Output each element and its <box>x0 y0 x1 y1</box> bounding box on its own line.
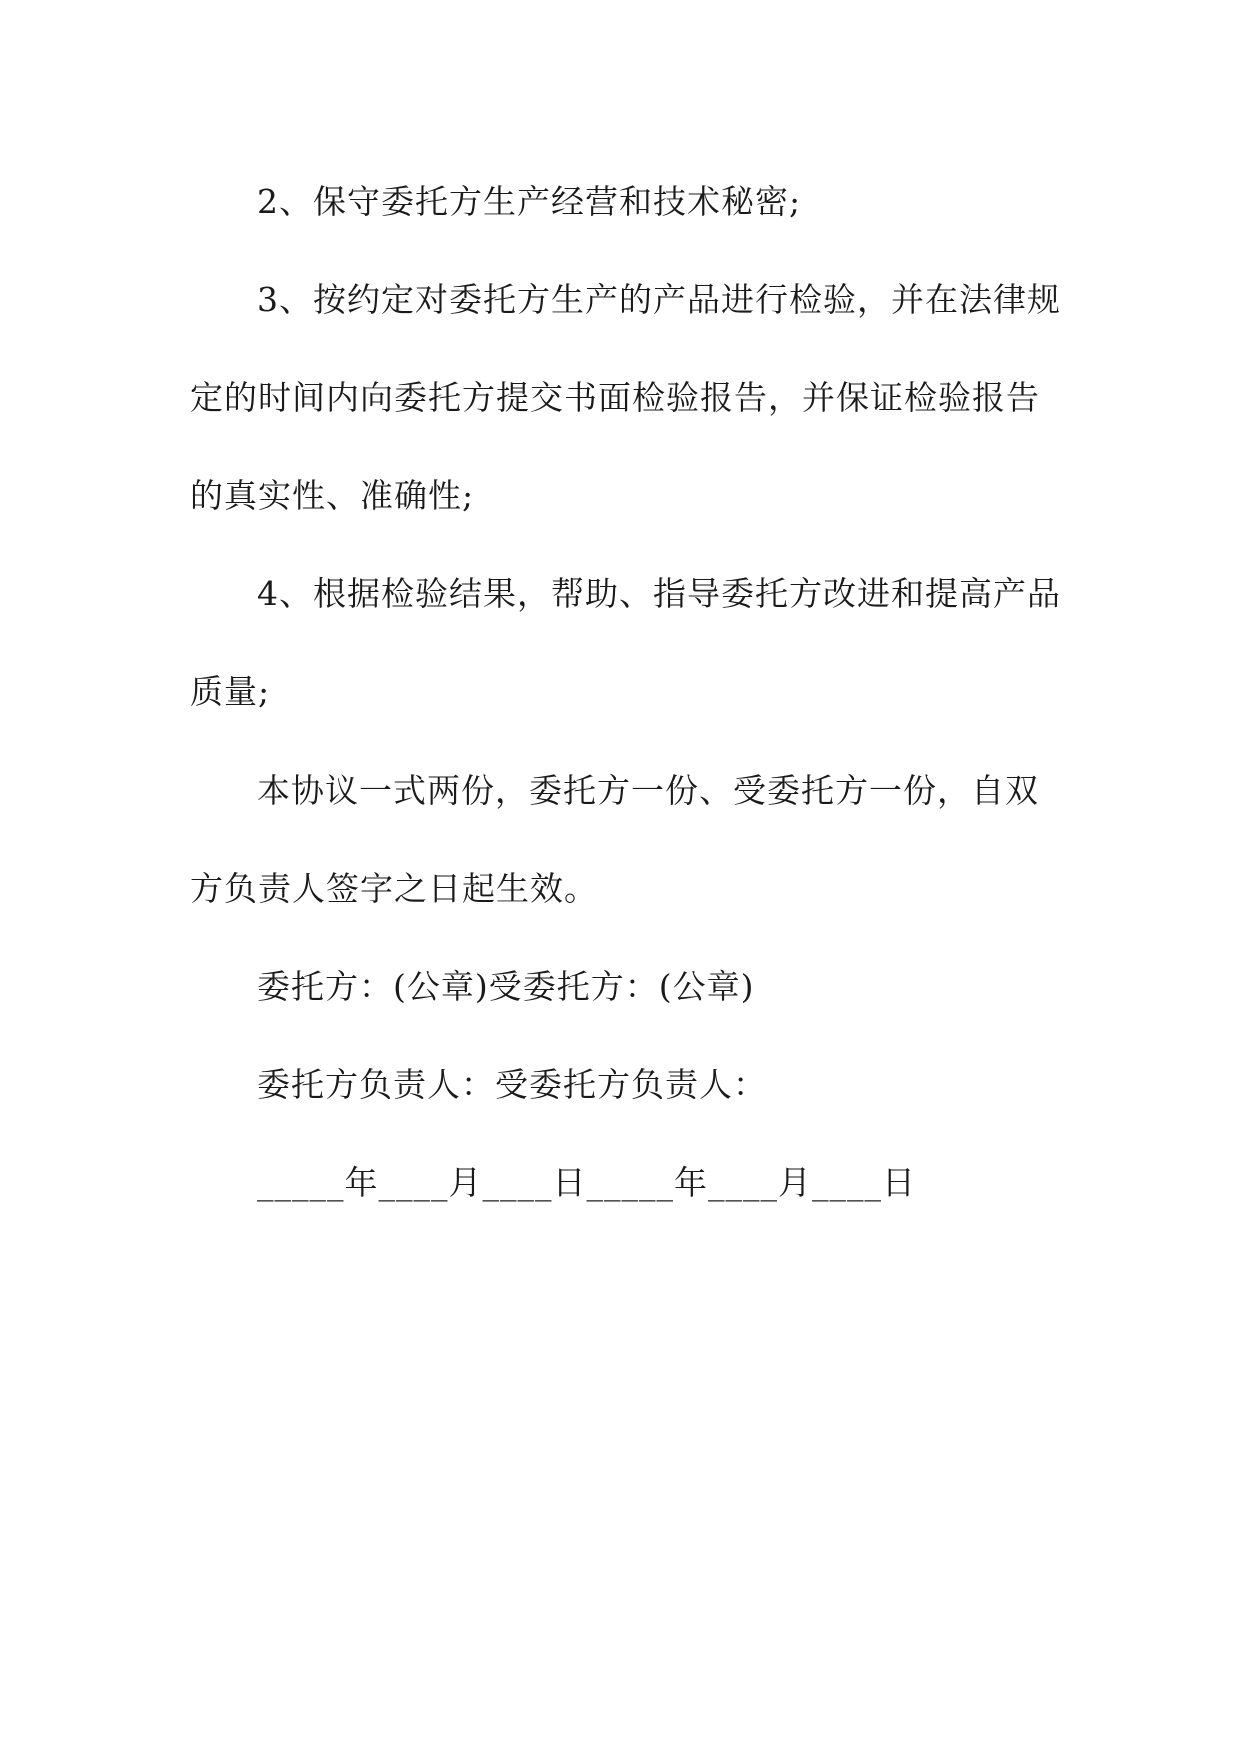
representative-line: 委托方负责人：受委托方负责人： <box>257 1065 767 1104</box>
clause-3-line-1: 3、按约定对委托方生产的产品进行检验，并在法律规 <box>257 280 1061 319</box>
clause-4-line-1: 4、根据检验结果，帮助、指导委托方改进和提高产品 <box>257 574 1061 613</box>
clause-2-line: 2、保守委托方生产经营和技术秘密; <box>257 182 802 221</box>
clause-4-line-2: 质量; <box>190 672 271 711</box>
clause-3-line-3: 的真实性、准确性; <box>190 476 475 515</box>
date-line: _____年____月____日_____年____月____日 <box>257 1163 916 1202</box>
copies-line-1: 本协议一式两份，委托方一份、受委托方一份，自双 <box>257 771 1039 810</box>
copies-line-2: 方负责人签字之日起生效。 <box>190 869 598 908</box>
seal-line: 委托方：(公章)受委托方：(公章) <box>257 967 755 1006</box>
clause-3-line-2: 定的时间内向委托方提交书面检验报告，并保证检验报告 <box>190 378 1040 417</box>
